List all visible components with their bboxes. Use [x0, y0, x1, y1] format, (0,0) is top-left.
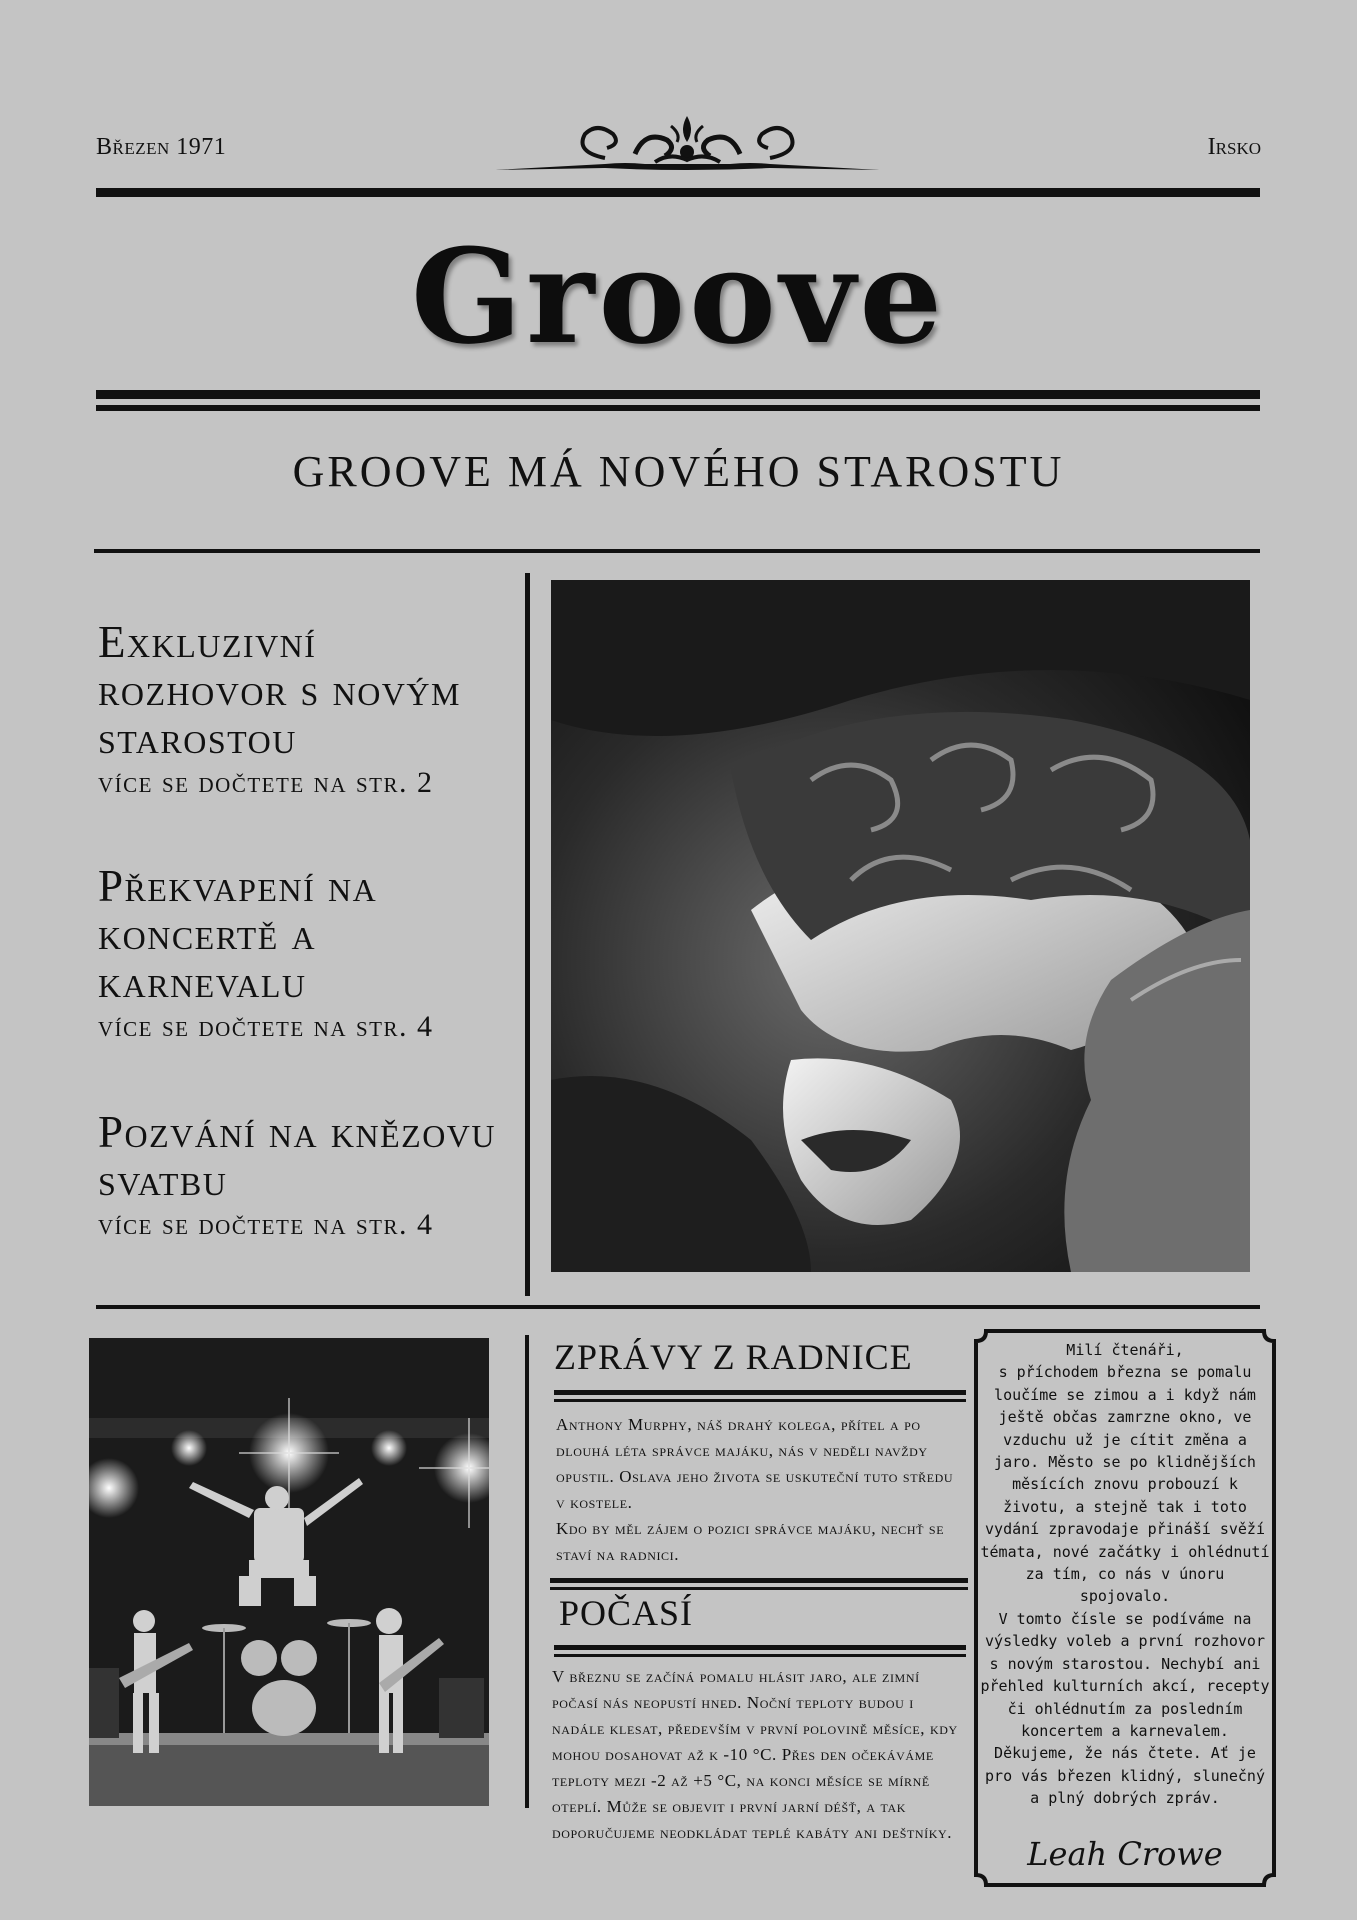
town-hall-rule-2	[554, 1399, 966, 1402]
weather-rule-2	[554, 1654, 966, 1657]
masthead-rule-top	[96, 390, 1260, 399]
weather-rule-top-1	[550, 1578, 968, 1583]
story-title: Pozvání na knězovu svatbu	[98, 1107, 497, 1205]
letter-signature: Leah Crowe	[1027, 1835, 1223, 1873]
decorative-ornament-icon	[495, 112, 880, 184]
town-hall-body	[556, 1412, 966, 1568]
weather-rule-top-2	[550, 1587, 968, 1590]
story-page-ref: více se dočtete na str. 4	[98, 1208, 434, 1241]
header-rule	[96, 188, 1260, 197]
town-hall-title: ZPRÁVY Z RADNICE	[554, 1337, 913, 1377]
headline-rule	[94, 549, 1260, 553]
column-divider-bottom	[525, 1335, 529, 1808]
letter-text: Milí čtenáři, s příchodem března se pomalu loučíme se zimou a i když nám ještě občas zamrzne okno, ve vzduchu už je cítit změna a jaro. Město se po klidnějších měsících znovu probouzí k životu, a stejně tak i toto vydání zpravodaje přináší svěží témata, nové začátky i ohlédnutí za tím, co nás v únoru spojovalo. V tomto čísle se podíváme na výsledky voleb a první rozhovor s novým starostou. Nechybí ani přehled kulturních akcí, recepty či ohlédnutím za posledním koncertem a karnevalem. Děkujeme, že nás čtete. Ať je pro vás březen klidný, slunečný a plný dobrých zpráv.	[980, 1341, 1270, 1808]
rock-band-concert-photo	[89, 1338, 489, 1806]
story-page-ref: více se dočtete na str. 2	[98, 766, 434, 799]
main-headline: GROOVE MÁ NOVÉHO STAROSTU	[292, 447, 1065, 496]
story-title: Překvapení na koncertě a karnevalu	[98, 861, 378, 1007]
town-hall-rule-1	[554, 1390, 966, 1395]
story-interview[interactable]	[98, 618, 518, 800]
story-page-ref: více se dočtete na str. 4	[98, 1010, 434, 1043]
masthead-rule-bottom	[96, 405, 1260, 411]
issue-country: Irsko	[1207, 134, 1261, 160]
story-title: Exkluzivní rozhovor s novým starostou	[98, 617, 461, 763]
masthead-title: Groove	[410, 220, 947, 373]
venetian-mask-photo	[551, 580, 1250, 1272]
story-wedding[interactable]	[98, 1108, 518, 1242]
weather-rule-1	[554, 1645, 966, 1650]
section-rule	[96, 1305, 1260, 1309]
issue-date: Březen 1971	[96, 134, 227, 160]
town-hall-paragraph: Kdo by měl zájem o pozici správce majáku, nechť se staví na radnici.	[556, 1519, 945, 1564]
weather-title: POČASÍ	[559, 1593, 694, 1633]
editor-letter	[972, 1327, 1278, 1889]
weather-body: V březnu se začíná pomalu hlásit jaro, ale zimní počasí nás neopustí hned. Noční teploty budou i nadále klesat, především v první polovině měsíce, kdy mohou dosahovat až k -10 °C. Přes den očekáváme teploty mezi -2 až +5 °C, na konci měsíce se mírně oteplí. Může se objevit i první jarní déšť, a tak doporučujeme neodkládat teplé kabáty ani deštníky.	[552, 1667, 958, 1842]
story-concert[interactable]	[98, 862, 518, 1044]
town-hall-paragraph: Anthony Murphy, náš drahý kolega, přítel a po dlouhá léta správce majáku, nás v neděli navždy opustil. Oslava jeho života se uskuteční tuto středu v kostele.	[556, 1415, 954, 1512]
column-divider	[525, 573, 530, 1296]
